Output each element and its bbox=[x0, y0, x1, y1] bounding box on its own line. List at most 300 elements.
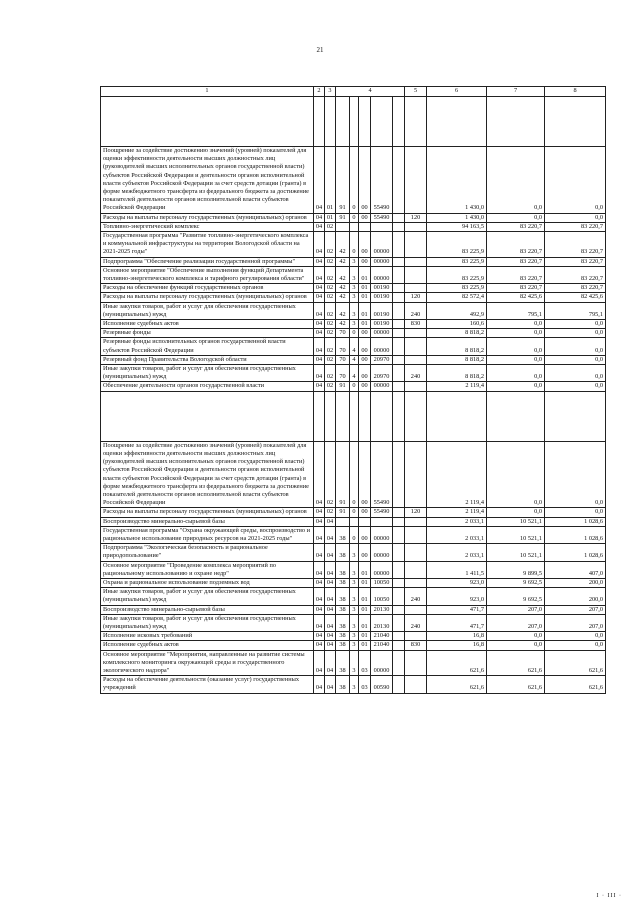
row-name: Расходы на обеспечение функций государственных органов bbox=[101, 284, 314, 293]
target-article-part: 00190 bbox=[371, 284, 393, 293]
amount-year-1: 2 119,4 bbox=[427, 382, 487, 391]
expense-type-code bbox=[405, 561, 427, 578]
target-article-part bbox=[359, 391, 371, 441]
table-row bbox=[101, 578, 606, 587]
target-article-part: 70 bbox=[336, 355, 350, 364]
target-article-part: 0 bbox=[350, 508, 359, 517]
amount-year-3: 83 220,7 bbox=[545, 232, 606, 258]
section-code: 04 bbox=[314, 329, 325, 338]
target-article-part bbox=[336, 222, 350, 231]
row-name: Подпрограмма "Обеспечение реализации государственной программы" bbox=[101, 257, 314, 266]
target-article-part: 00 bbox=[359, 441, 371, 508]
expense-type-code: 120 bbox=[405, 508, 427, 517]
amount-year-3: 83 220,7 bbox=[545, 257, 606, 266]
section-code: 04 bbox=[314, 517, 325, 526]
target-article-part: 70 bbox=[336, 329, 350, 338]
section-code: 04 bbox=[314, 676, 325, 693]
target-article-part: 38 bbox=[336, 561, 350, 578]
subsection-code: 04 bbox=[325, 650, 336, 676]
row-name: Подпрограмма "Экологическая безопасность и рациональное природопользование" bbox=[101, 544, 314, 561]
target-article-part: 01 bbox=[359, 605, 371, 614]
subsection-code: 01 bbox=[325, 147, 336, 214]
target-article-part: 55490 bbox=[371, 508, 393, 517]
target-article-part: 20970 bbox=[371, 365, 393, 382]
expense-type-code bbox=[405, 232, 427, 258]
target-article-part: 00590 bbox=[371, 676, 393, 693]
header-cell: 1 bbox=[101, 87, 314, 97]
amount-year-2: 10 521,1 bbox=[487, 526, 545, 543]
section-code: 04 bbox=[314, 338, 325, 355]
target-article-part bbox=[393, 391, 405, 441]
amount-year-3: 83 220,7 bbox=[545, 266, 606, 283]
target-article-part: 38 bbox=[336, 641, 350, 650]
row-name: Резервные фонды bbox=[101, 329, 314, 338]
table-row bbox=[101, 97, 606, 147]
target-article-part bbox=[371, 391, 393, 441]
amount-year-2: 0,0 bbox=[487, 632, 545, 641]
subsection-code: 02 bbox=[325, 382, 336, 391]
target-article-part bbox=[393, 676, 405, 693]
amount-year-3: 621,6 bbox=[545, 676, 606, 693]
target-article-part bbox=[393, 614, 405, 631]
target-article-part bbox=[393, 365, 405, 382]
expense-type-code: 240 bbox=[405, 588, 427, 605]
amount-year-3: 0,0 bbox=[545, 355, 606, 364]
header-cell: 6 bbox=[427, 87, 487, 97]
target-article-part: 70 bbox=[336, 338, 350, 355]
table-row bbox=[101, 355, 606, 364]
row-name: Государственная программа "Охрана окружающей среды, воспроизводство и рациональное использование природных ресурсов на 2021-2025 годы" bbox=[101, 526, 314, 543]
amount-year-2: 0,0 bbox=[487, 147, 545, 214]
table-row bbox=[101, 338, 606, 355]
target-article-part: 00 bbox=[359, 544, 371, 561]
page-number: 21 bbox=[316, 46, 324, 54]
target-article-part bbox=[359, 97, 371, 147]
amount-year-2: 83 220,7 bbox=[487, 232, 545, 258]
target-article-part bbox=[393, 257, 405, 266]
target-article-part: 00190 bbox=[371, 302, 393, 319]
amount-year-3: 795,1 bbox=[545, 302, 606, 319]
amount-year-1: 83 225,9 bbox=[427, 257, 487, 266]
amount-year-1 bbox=[427, 97, 487, 147]
target-article-part bbox=[393, 605, 405, 614]
amount-year-3: 0,0 bbox=[545, 632, 606, 641]
target-article-part: 20130 bbox=[371, 605, 393, 614]
amount-year-2: 9 899,5 bbox=[487, 561, 545, 578]
target-article-part bbox=[393, 355, 405, 364]
section-code bbox=[314, 97, 325, 147]
target-article-part: 01 bbox=[359, 302, 371, 319]
expense-type-code: 830 bbox=[405, 320, 427, 329]
target-article-part bbox=[359, 222, 371, 231]
target-article-part: 03 bbox=[359, 650, 371, 676]
table-row bbox=[101, 441, 606, 508]
target-article-part: 55490 bbox=[371, 441, 393, 508]
target-article-part: 00000 bbox=[371, 257, 393, 266]
target-article-part: 00000 bbox=[371, 338, 393, 355]
subsection-code: 04 bbox=[325, 578, 336, 587]
subsection-code: 02 bbox=[325, 508, 336, 517]
expense-type-code bbox=[405, 578, 427, 587]
target-article-part bbox=[350, 222, 359, 231]
amount-year-2: 9 692,5 bbox=[487, 588, 545, 605]
amount-year-3: 1 028,6 bbox=[545, 526, 606, 543]
target-article-part: 0 bbox=[350, 382, 359, 391]
target-article-part: 01 bbox=[359, 266, 371, 283]
target-article-part: 0 bbox=[350, 147, 359, 214]
amount-year-2 bbox=[487, 391, 545, 441]
target-article-part: 91 bbox=[336, 147, 350, 214]
subsection-code: 02 bbox=[325, 257, 336, 266]
expense-type-code bbox=[405, 676, 427, 693]
table-row bbox=[101, 232, 606, 258]
expense-type-code bbox=[405, 382, 427, 391]
target-article-part: 00190 bbox=[371, 293, 393, 302]
section-code: 04 bbox=[314, 320, 325, 329]
amount-year-3 bbox=[545, 391, 606, 441]
section-code: 04 bbox=[314, 605, 325, 614]
expense-type-code bbox=[405, 605, 427, 614]
target-article-part bbox=[393, 526, 405, 543]
target-article-part bbox=[393, 213, 405, 222]
expense-type-code bbox=[405, 650, 427, 676]
expense-type-code bbox=[405, 338, 427, 355]
amount-year-1: 1 430,0 bbox=[427, 147, 487, 214]
target-article-part bbox=[393, 588, 405, 605]
section-code: 04 bbox=[314, 614, 325, 631]
target-article-part bbox=[393, 544, 405, 561]
amount-year-2: 0,0 bbox=[487, 441, 545, 508]
amount-year-2: 0,0 bbox=[487, 338, 545, 355]
target-article-part: 38 bbox=[336, 578, 350, 587]
amount-year-1: 16,8 bbox=[427, 641, 487, 650]
amount-year-3: 83 220,7 bbox=[545, 284, 606, 293]
subsection-code: 02 bbox=[325, 338, 336, 355]
expense-type-code: 120 bbox=[405, 293, 427, 302]
row-name: Резервные фонды исполнительных органов государственной власти субъектов Российской Федерации bbox=[101, 338, 314, 355]
expense-type-code bbox=[405, 257, 427, 266]
target-article-part: 00 bbox=[359, 338, 371, 355]
row-name: Обеспечение деятельности органов государственной власти bbox=[101, 382, 314, 391]
budget-table bbox=[100, 86, 606, 694]
target-article-part bbox=[393, 329, 405, 338]
amount-year-2: 0,0 bbox=[487, 355, 545, 364]
row-name: Основное мероприятие "Проведение комплекса мероприятий по рациональному использованию и охране недр" bbox=[101, 561, 314, 578]
amount-year-3: 0,0 bbox=[545, 320, 606, 329]
target-article-part: 0 bbox=[350, 329, 359, 338]
amount-year-3: 621,6 bbox=[545, 650, 606, 676]
target-article-part: 00000 bbox=[371, 382, 393, 391]
target-article-part: 38 bbox=[336, 632, 350, 641]
table-row bbox=[101, 632, 606, 641]
subsection-code: 02 bbox=[325, 266, 336, 283]
target-article-part: 3 bbox=[350, 293, 359, 302]
table-row bbox=[101, 365, 606, 382]
target-article-part bbox=[393, 650, 405, 676]
expense-type-code bbox=[405, 517, 427, 526]
section-code: 04 bbox=[314, 266, 325, 283]
amount-year-3: 0,0 bbox=[545, 382, 606, 391]
section-code: 04 bbox=[314, 147, 325, 214]
row-name: Расходы на выплаты персоналу государственных (муниципальных) органов bbox=[101, 508, 314, 517]
header-row bbox=[101, 87, 606, 97]
target-article-part: 01 bbox=[359, 578, 371, 587]
target-article-part: 3 bbox=[350, 588, 359, 605]
amount-year-1: 471,7 bbox=[427, 614, 487, 631]
amount-year-3: 0,0 bbox=[545, 329, 606, 338]
expense-type-code bbox=[405, 329, 427, 338]
amount-year-3: 207,0 bbox=[545, 614, 606, 631]
target-article-part: 01 bbox=[359, 293, 371, 302]
amount-year-2: 207,0 bbox=[487, 605, 545, 614]
target-article-part: 42 bbox=[336, 266, 350, 283]
target-article-part: 01 bbox=[359, 641, 371, 650]
amount-year-2: 0,0 bbox=[487, 508, 545, 517]
amount-year-3: 200,0 bbox=[545, 588, 606, 605]
amount-year-1: 2 119,4 bbox=[427, 508, 487, 517]
header-cell: 5 bbox=[405, 87, 427, 97]
expense-type-code bbox=[405, 355, 427, 364]
table-row bbox=[101, 544, 606, 561]
table-row bbox=[101, 213, 606, 222]
expense-type-code bbox=[405, 544, 427, 561]
target-article-part: 00 bbox=[359, 382, 371, 391]
target-article-part bbox=[393, 382, 405, 391]
amount-year-2: 10 521,1 bbox=[487, 544, 545, 561]
target-article-part bbox=[393, 320, 405, 329]
amount-year-1: 1 411,5 bbox=[427, 561, 487, 578]
amount-year-2: 0,0 bbox=[487, 213, 545, 222]
table-row bbox=[101, 641, 606, 650]
subsection-code: 02 bbox=[325, 365, 336, 382]
target-article-part: 38 bbox=[336, 614, 350, 631]
amount-year-1: 492,9 bbox=[427, 302, 487, 319]
target-article-part: 4 bbox=[350, 355, 359, 364]
section-code: 04 bbox=[314, 257, 325, 266]
amount-year-1: 621,6 bbox=[427, 650, 487, 676]
target-article-part bbox=[359, 517, 371, 526]
row-name: Основное мероприятие "Обеспечение выполнения функций Департамента топливно-энергетического комплекса и тарифного регулирования области" bbox=[101, 266, 314, 283]
amount-year-1: 2 119,4 bbox=[427, 441, 487, 508]
row-name: Топливно-энергетический комплекс bbox=[101, 222, 314, 231]
amount-year-2: 0,0 bbox=[487, 329, 545, 338]
subsection-code: 04 bbox=[325, 605, 336, 614]
target-article-part: 3 bbox=[350, 632, 359, 641]
target-article-part bbox=[350, 97, 359, 147]
target-article-part: 38 bbox=[336, 588, 350, 605]
row-name: Государственная программа "Развитие топливно-энергетического комплекса и коммунальной инфраструктуры на территории Вологодской области на 2021-2025 годы" bbox=[101, 232, 314, 258]
expense-type-code bbox=[405, 526, 427, 543]
target-article-part: 3 bbox=[350, 614, 359, 631]
subsection-code: 01 bbox=[325, 213, 336, 222]
target-article-part: 00000 bbox=[371, 329, 393, 338]
target-article-part: 55490 bbox=[371, 213, 393, 222]
expense-type-code: 240 bbox=[405, 302, 427, 319]
expense-type-code: 240 bbox=[405, 365, 427, 382]
subsection-code: 02 bbox=[325, 320, 336, 329]
target-article-part: 01 bbox=[359, 320, 371, 329]
row-name: Основное мероприятие "Мероприятия, направленные на развитие системы комплексного мониторинга окружающей среды и государственного экологического надзора" bbox=[101, 650, 314, 676]
target-article-part bbox=[393, 338, 405, 355]
target-article-part bbox=[350, 391, 359, 441]
row-name bbox=[101, 391, 314, 441]
amount-year-2: 0,0 bbox=[487, 320, 545, 329]
target-article-part: 3 bbox=[350, 544, 359, 561]
expense-type-code: 120 bbox=[405, 213, 427, 222]
amount-year-3: 0,0 bbox=[545, 508, 606, 517]
subsection-code: 02 bbox=[325, 302, 336, 319]
amount-year-3: 0,0 bbox=[545, 641, 606, 650]
row-name: Воспроизводство минерально-сырьевой базы bbox=[101, 517, 314, 526]
amount-year-2: 0,0 bbox=[487, 641, 545, 650]
target-article-part bbox=[336, 97, 350, 147]
table-row bbox=[101, 676, 606, 693]
target-article-part: 91 bbox=[336, 508, 350, 517]
section-code: 04 bbox=[314, 508, 325, 517]
table-row bbox=[101, 382, 606, 391]
target-article-part bbox=[393, 97, 405, 147]
table-row bbox=[101, 391, 606, 441]
row-name: Иные закупки товаров, работ и услуг для обеспечения государственных (муниципальных) нужд bbox=[101, 614, 314, 631]
section-code: 04 bbox=[314, 641, 325, 650]
target-article-part: 3 bbox=[350, 605, 359, 614]
section-code: 04 bbox=[314, 544, 325, 561]
target-article-part: 21040 bbox=[371, 632, 393, 641]
target-article-part: 0 bbox=[350, 213, 359, 222]
section-code: 04 bbox=[314, 355, 325, 364]
amount-year-3: 82 425,6 bbox=[545, 293, 606, 302]
subsection-code: 04 bbox=[325, 588, 336, 605]
row-name: Воспроизводство минерально-сырьевой базы bbox=[101, 605, 314, 614]
target-article-part: 42 bbox=[336, 293, 350, 302]
target-article-part: 01 bbox=[359, 588, 371, 605]
target-article-part bbox=[393, 641, 405, 650]
target-article-part bbox=[393, 302, 405, 319]
row-name: Расходы на выплаты персоналу государственных (муниципальных) органов bbox=[101, 293, 314, 302]
section-code: 04 bbox=[314, 365, 325, 382]
amount-year-2: 82 425,6 bbox=[487, 293, 545, 302]
amount-year-2: 621,6 bbox=[487, 676, 545, 693]
target-article-part bbox=[393, 266, 405, 283]
amount-year-1: 82 572,4 bbox=[427, 293, 487, 302]
target-article-part: 55490 bbox=[371, 147, 393, 214]
table-row bbox=[101, 508, 606, 517]
target-article-part: 00 bbox=[359, 213, 371, 222]
row-name: Иные закупки товаров, работ и услуг для обеспечения государственных (муниципальных) нужд bbox=[101, 302, 314, 319]
subsection-code: 02 bbox=[325, 284, 336, 293]
section-code: 04 bbox=[314, 650, 325, 676]
target-article-part bbox=[393, 561, 405, 578]
amount-year-1: 83 225,9 bbox=[427, 266, 487, 283]
target-article-part: 42 bbox=[336, 232, 350, 258]
expense-type-code bbox=[405, 222, 427, 231]
target-article-part: 00000 bbox=[371, 526, 393, 543]
expense-type-code: 830 bbox=[405, 641, 427, 650]
target-article-part: 00 bbox=[359, 329, 371, 338]
target-article-part: 10050 bbox=[371, 588, 393, 605]
amount-year-1: 8 818,2 bbox=[427, 329, 487, 338]
amount-year-3: 0,0 bbox=[545, 338, 606, 355]
target-article-part: 3 bbox=[350, 676, 359, 693]
footer-mark: I · III · bbox=[596, 893, 622, 899]
target-article-part: 00 bbox=[359, 508, 371, 517]
expense-type-code: 240 bbox=[405, 614, 427, 631]
target-article-part: 3 bbox=[350, 320, 359, 329]
target-article-part: 42 bbox=[336, 257, 350, 266]
amount-year-2: 621,6 bbox=[487, 650, 545, 676]
target-article-part: 38 bbox=[336, 650, 350, 676]
section-code: 04 bbox=[314, 561, 325, 578]
row-name: Расходы на выплаты персоналу государственных (муниципальных) органов bbox=[101, 213, 314, 222]
amount-year-1: 471,7 bbox=[427, 605, 487, 614]
target-article-part: 0 bbox=[350, 441, 359, 508]
section-code: 04 bbox=[314, 632, 325, 641]
section-code: 04 bbox=[314, 213, 325, 222]
row-name: Поощрение за содействие достижению значений (уровней) показателей для оценки эффективности деятельности высших должностных лиц (руководителей высших исполнительных органов государственной власти) субъектов Российской Федерации и деятельности органов исполнительной власти субъектов Российской Федерации за счет средств дотации (гранта) в форме межбюджетного трансферта из федерального бюджета за достижение показателей деятельности органов исполнительной власти субъектов Российской Федерации bbox=[101, 147, 314, 214]
subsection-code: 02 bbox=[325, 293, 336, 302]
target-article-part bbox=[393, 578, 405, 587]
expense-type-code bbox=[405, 391, 427, 441]
expense-type-code bbox=[405, 266, 427, 283]
target-article-part bbox=[393, 284, 405, 293]
row-name: Иные закупки товаров, работ и услуг для обеспечения государственных (муниципальных) нужд bbox=[101, 588, 314, 605]
target-article-part: 00 bbox=[359, 365, 371, 382]
table-row bbox=[101, 320, 606, 329]
target-article-part: 00000 bbox=[371, 544, 393, 561]
amount-year-1: 8 818,2 bbox=[427, 365, 487, 382]
amount-year-1: 2 033,1 bbox=[427, 544, 487, 561]
amount-year-3: 1 028,6 bbox=[545, 544, 606, 561]
target-article-part: 91 bbox=[336, 213, 350, 222]
subsection-code: 02 bbox=[325, 222, 336, 231]
target-article-part bbox=[336, 517, 350, 526]
amount-year-3: 83 220,7 bbox=[545, 222, 606, 231]
target-article-part bbox=[393, 517, 405, 526]
table-row bbox=[101, 293, 606, 302]
target-article-part: 3 bbox=[350, 302, 359, 319]
subsection-code: 02 bbox=[325, 329, 336, 338]
target-article-part: 00 bbox=[359, 232, 371, 258]
amount-year-3: 1 028,6 bbox=[545, 517, 606, 526]
amount-year-3: 0,0 bbox=[545, 365, 606, 382]
row-name: Исполнение исковых требований bbox=[101, 632, 314, 641]
target-article-part: 00000 bbox=[371, 266, 393, 283]
table-row bbox=[101, 266, 606, 283]
target-article-part: 4 bbox=[350, 365, 359, 382]
target-article-part: 01 bbox=[359, 632, 371, 641]
table-row bbox=[101, 614, 606, 631]
expense-type-code bbox=[405, 284, 427, 293]
target-article-part bbox=[371, 517, 393, 526]
amount-year-2: 9 692,5 bbox=[487, 578, 545, 587]
target-article-part: 00 bbox=[359, 257, 371, 266]
section-code: 04 bbox=[314, 588, 325, 605]
amount-year-2: 10 521,1 bbox=[487, 517, 545, 526]
target-article-part: 3 bbox=[350, 578, 359, 587]
amount-year-2: 83 220,7 bbox=[487, 257, 545, 266]
table-row bbox=[101, 588, 606, 605]
table-row bbox=[101, 284, 606, 293]
table-row bbox=[101, 257, 606, 266]
subsection-code: 04 bbox=[325, 526, 336, 543]
amount-year-1: 83 225,9 bbox=[427, 232, 487, 258]
amount-year-2: 795,1 bbox=[487, 302, 545, 319]
target-article-part: 0 bbox=[350, 526, 359, 543]
target-article-part: 91 bbox=[336, 441, 350, 508]
table-row bbox=[101, 650, 606, 676]
amount-year-2 bbox=[487, 97, 545, 147]
amount-year-1: 94 163,5 bbox=[427, 222, 487, 231]
